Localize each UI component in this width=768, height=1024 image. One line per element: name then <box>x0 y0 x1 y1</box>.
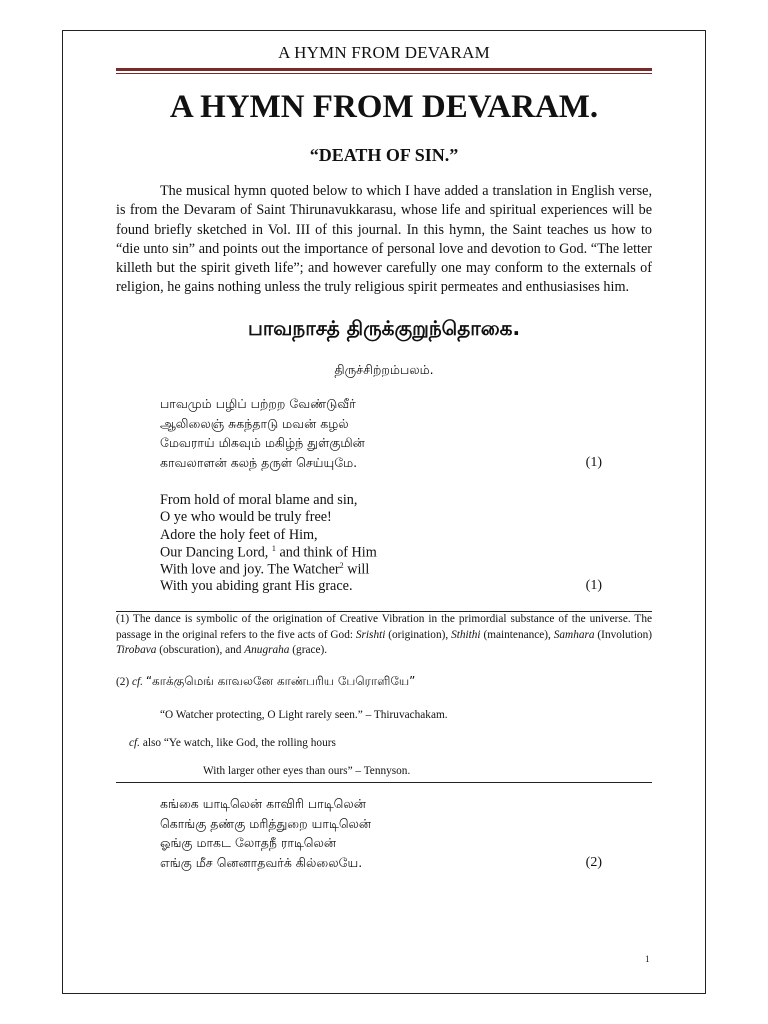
footnote-term: Sthithi <box>451 628 481 641</box>
footnote-text: (origination), <box>388 628 449 641</box>
verse-line: ஆலிலைஞ் சுகந்தாடு மவன் கழல் <box>160 415 349 431</box>
footnote-ref: 2 <box>339 561 344 571</box>
verse-line: மேவராய் மிகவும் மகிழ்ந் துள்குமின் <box>160 435 365 450</box>
verse-line-text: Our Dancing Lord, <box>160 544 269 561</box>
verse1-tamil <box>160 396 602 474</box>
footnote-english-quote: “O Watcher protecting, O Light rarely seen.” – Thiruvachakam. <box>160 709 448 721</box>
header-rule-thin <box>116 73 652 74</box>
footnote-cf: cf. <box>132 676 143 688</box>
footnote-1 <box>116 612 652 659</box>
verse-line: கங்கை யாடிலென் காவிரி பாடிலென் <box>160 796 366 811</box>
footnote-ref: 1 <box>271 543 276 553</box>
footnote-text: (Involution) <box>597 628 653 641</box>
footnote-number: (2) <box>116 676 130 688</box>
subtitle: “DEATH OF SIN.” <box>309 145 459 165</box>
verse1-english <box>160 492 602 596</box>
verse2-tamil <box>160 796 602 874</box>
running-head: A HYMN FROM DEVARAM <box>278 43 490 62</box>
footnote-tamil-quote: “காக்குமெங் காவலனே காண்பரிய பேரொளியே” <box>145 674 416 688</box>
footnote-term: Srishti <box>355 628 386 641</box>
footnote-rule-bottom <box>116 782 652 783</box>
verse-line-text: எங்கு மீச னெனாதவர்க் கில்லையே. <box>160 854 363 870</box>
verse-line <box>160 578 602 595</box>
verse-line <box>160 561 602 578</box>
verse-line: ஓங்கு மாகட லோதநீ ராடிலென் <box>160 835 337 850</box>
footnote-text: also “Ye watch, like God, the rolling hours <box>142 737 336 749</box>
verse-line: Adore the holy feet of Him, <box>160 526 318 543</box>
footnote-text: (obscuration), and <box>159 644 242 656</box>
verse-line: பாவமும் பழிப் பற்றற வேண்டுவீர் <box>160 396 356 411</box>
verse-line: From hold of moral blame and sin, <box>160 492 358 508</box>
verse-line <box>160 855 602 875</box>
verse-line-text: With love and joy. The Watcher <box>160 561 340 578</box>
footnote-text: (1) The dance is symbolic of the origination of Creative Vibration in the primordial substance of the universe. The passage in the original refers to the five acts of God: <box>116 613 652 641</box>
intro-paragraph <box>116 182 652 298</box>
verse-line-text: will <box>347 561 370 578</box>
verse-line: O ye who would be truly free! <box>160 509 332 526</box>
invocation: திருச்சிற்றம்பலம். <box>334 362 434 377</box>
verse-line-text: காவலாளன் கலந் தருள் செய்யுமே. <box>160 454 358 470</box>
verse-line <box>160 455 602 475</box>
footnote-also-line <box>129 737 336 749</box>
footnote-term: Anugraha <box>244 644 290 656</box>
verse-line: கொங்கு தண்கு மரித்துறை யாடிலென் <box>160 815 372 831</box>
footnote-2 <box>116 674 415 690</box>
footnote-text: (grace). <box>292 644 328 656</box>
page-title: A HYMN FROM DEVARAM. <box>169 89 599 125</box>
footnote-cf: cf. <box>129 737 140 749</box>
footnote-text: (maintenance), <box>483 628 551 641</box>
verse-line-text: With you abiding grant His grace. <box>160 578 353 595</box>
footnote-tennyson-line: With larger other eyes than ours” – Tennyson. <box>203 765 411 777</box>
verse-number: (2) <box>585 854 602 870</box>
footnote-term: Samhara <box>553 628 595 641</box>
page-number: 1 <box>645 954 650 964</box>
verse-line <box>160 544 602 561</box>
verse-number: (1) <box>585 578 602 594</box>
verse-line-text: and think of Him <box>279 544 377 561</box>
footnote-term: Tirobava <box>116 644 157 656</box>
tamil-title: பாவநாசத் திருக்குறுந்தொகை. <box>247 316 521 340</box>
header-rule-thick <box>116 68 652 71</box>
verse-number: (1) <box>585 454 602 470</box>
intro-text: The musical hymn quoted below to which I have added a translation in English verse, is from the Devaram of Saint Thirunavukkarasu, whose life and spiritual experiences will be found briefly sketched in Vol. III of this journal. In this hymn, the Saint teaches us how to “die unto sin” and points out the importance of personal love and devotion to God. “The letter killeth but the spirit giveth life”; and however carefully one may conform to the externals of religion, he gains nothing unless the truly religious spirit permeates and enthusiasises him. <box>116 183 652 296</box>
